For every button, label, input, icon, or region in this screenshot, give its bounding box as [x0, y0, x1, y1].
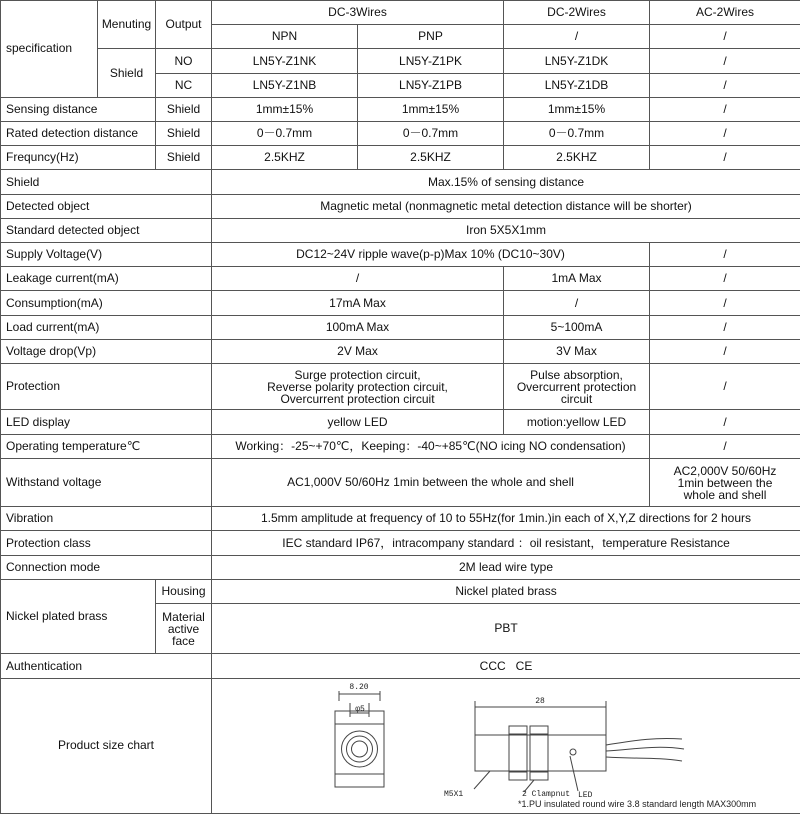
supply-voltage-ac2: /: [650, 243, 800, 267]
load-current-dc2: 5~100mA: [504, 315, 650, 339]
consumption-dc2: /: [504, 291, 650, 315]
consumption-row: [1, 291, 800, 315]
detected-object-row: [1, 194, 800, 218]
voltage-drop-label: Voltage drop(Vp): [1, 339, 212, 363]
frequency-row: [1, 146, 800, 170]
frequency-label: Frequncy(Hz): [1, 146, 156, 170]
connection-mode-label: Connection mode: [1, 555, 212, 579]
housing-label: Housing: [156, 579, 212, 603]
size-chart-label: Product size chart: [1, 678, 212, 813]
sensing-distance-ac2: /: [650, 97, 800, 121]
shield-value: Max.15% of sensing distance: [212, 170, 800, 194]
model-nc-pnp: LN5Y-Z1PB: [358, 73, 504, 97]
protection-class-row: [1, 531, 800, 555]
protection-row: [1, 364, 800, 410]
pnp-header: PNP: [358, 25, 504, 49]
authentication-value: CCC CE: [212, 654, 800, 678]
connection-mode-value: 2M lead wire type: [212, 555, 800, 579]
standard-object-row: [1, 218, 800, 242]
operating-temp-label: Operating temperature℃: [1, 434, 212, 458]
rated-detection-row: [1, 122, 800, 146]
standard-object-value: Iron 5X5X1mm: [212, 218, 800, 242]
rated-detection-shield: Shield: [156, 122, 212, 146]
protection-dc3: [212, 364, 504, 410]
protection-dc2-line: circuit: [560, 391, 593, 406]
protection-ac2: /: [650, 364, 800, 410]
hex-width-label: 8.20: [349, 682, 369, 692]
leakage-current-label: Leakage current(mA): [1, 267, 212, 291]
load-current-label: Load current(mA): [1, 315, 212, 339]
specification-label: specification: [1, 1, 98, 98]
sensing-distance-row: [1, 97, 800, 121]
shield-row-label: Shield: [1, 170, 212, 194]
voltage-drop-dc2: 3V Max: [504, 339, 650, 363]
led-display-ac2: /: [650, 410, 800, 434]
load-current-row: [1, 315, 800, 339]
length-label: 28: [535, 696, 545, 706]
supply-voltage-dc: DC12~24V ripple wave(p-p)Max 10% (DC10~30V): [212, 243, 650, 267]
material-housing-row: [1, 579, 800, 603]
led-display-dc2: motion:yellow LED: [504, 410, 650, 434]
withstand-voltage-ac2-line: AC2,000V 50/60Hz: [673, 463, 777, 478]
frequency-npn: 2.5KHZ: [212, 146, 358, 170]
supply-voltage-row: [1, 243, 800, 267]
wire-note: *1.PU insulated round wire 3.8 standard length MAX300mm: [518, 798, 757, 809]
housing-value: Nickel plated brass: [212, 579, 800, 603]
active-face-value: PBT: [212, 604, 800, 654]
active-face-label-line: Material: [162, 609, 205, 624]
shield-row: [1, 170, 800, 194]
size-chart-row: [1, 678, 800, 813]
clampnut-label: 2 Clampnut: [522, 789, 571, 799]
withstand-voltage-dc: AC1,000V 50/60Hz 1min between the whole and shell: [212, 458, 650, 506]
protection-dc2-line: Pulse absorption,: [530, 367, 623, 382]
voltage-drop-dc3: 2V Max: [212, 339, 504, 363]
connection-mode-row: [1, 555, 800, 579]
menuting-label: Menuting: [98, 1, 156, 49]
protection-dc2: [504, 364, 650, 410]
dc2-type-cell: /: [504, 25, 650, 49]
detected-object-label: Detected object: [1, 194, 212, 218]
sensing-distance-dc2: 1mm±15%: [504, 97, 650, 121]
dc2-wires-header: DC-2Wires: [504, 1, 650, 25]
active-face-label-line: active: [167, 621, 200, 636]
rated-detection-npn: 0－0.7mm: [212, 122, 358, 146]
detected-object-value: Magnetic metal (nonmagnetic metal detection distance will be shorter): [212, 194, 800, 218]
withstand-voltage-ac2-line: 1min between the: [677, 475, 773, 490]
model-nc-npn: LN5Y-Z1NB: [212, 73, 358, 97]
leakage-current-ac2: /: [650, 267, 800, 291]
sensing-distance-label: Sensing distance: [1, 97, 156, 121]
consumption-dc3: 17mA Max: [212, 291, 504, 315]
leakage-current-dc2: 1mA Max: [504, 267, 650, 291]
npn-header: NPN: [212, 25, 358, 49]
frequency-pnp: 2.5KHZ: [358, 146, 504, 170]
protection-dc3-line: Reverse polarity protection circuit,: [267, 379, 448, 394]
authentication-label: Authentication: [1, 654, 212, 678]
product-size-drawing: [212, 679, 799, 809]
material-label: Nickel plated brass: [1, 579, 156, 654]
sensing-distance-shield: Shield: [156, 97, 212, 121]
led-label: LED: [578, 790, 593, 800]
rated-detection-pnp: 0－0.7mm: [358, 122, 504, 146]
model-no-dc2: LN5Y-Z1DK: [504, 49, 650, 73]
standard-object-label: Standard detected object: [1, 218, 212, 242]
no-label: NO: [156, 49, 212, 73]
voltage-drop-ac2: /: [650, 339, 800, 363]
consumption-label: Consumption(mA): [1, 291, 212, 315]
led-display-dc3: yellow LED: [212, 410, 504, 434]
led-display-row: [1, 410, 800, 434]
load-current-dc3: 100mA Max: [212, 315, 504, 339]
size-chart-drawing-cell: [212, 678, 800, 813]
leakage-current-dc3: /: [212, 267, 504, 291]
active-face-label-line: face: [172, 633, 195, 648]
load-current-ac2: /: [650, 315, 800, 339]
operating-temp-row: [1, 434, 800, 458]
vibration-label: Vibration: [1, 507, 212, 531]
withstand-voltage-ac2-line: whole and shell: [683, 487, 767, 502]
model-no-npn: LN5Y-Z1NK: [212, 49, 358, 73]
thread-label: M5X1: [444, 789, 464, 799]
operating-temp-ac2: /: [650, 434, 800, 458]
protection-dc2-line: Overcurrent protection: [516, 379, 637, 394]
ac2-wires-header: AC-2Wires: [650, 1, 800, 25]
rated-detection-label: Rated detection distance: [1, 122, 156, 146]
supply-voltage-label: Supply Voltage(V): [1, 243, 212, 267]
model-nc-ac2: /: [650, 73, 800, 97]
protection-class-label: Protection class: [1, 531, 212, 555]
nc-label: NC: [156, 73, 212, 97]
consumption-ac2: /: [650, 291, 800, 315]
frequency-dc2: 2.5KHZ: [504, 146, 650, 170]
model-no-ac2: /: [650, 49, 800, 73]
leakage-current-row: [1, 267, 800, 291]
shield-label: Shield: [98, 49, 156, 97]
output-label: Output: [156, 1, 212, 49]
dc3-wires-header: DC-3Wires: [212, 1, 504, 25]
protection-dc3-line: Surge protection circuit,: [294, 367, 421, 382]
sensing-distance-pnp: 1mm±15%: [358, 97, 504, 121]
withstand-voltage-ac2: [650, 458, 800, 506]
sensor-side-view: [474, 701, 684, 792]
model-no-pnp: LN5Y-Z1PK: [358, 49, 504, 73]
withstand-voltage-row: [1, 458, 800, 506]
voltage-drop-row: [1, 339, 800, 363]
rated-detection-ac2: /: [650, 122, 800, 146]
authentication-row: [1, 654, 800, 678]
vibration-row: [1, 507, 800, 531]
ac2-type-cell: /: [650, 25, 800, 49]
vibration-value: 1.5mm amplitude at frequency of 10 to 55Hz(for 1min.)in each of X,Y,Z directions for 2 hours: [212, 507, 800, 531]
model-nc-dc2: LN5Y-Z1DB: [504, 73, 650, 97]
model-row-no: [1, 49, 800, 73]
active-face-label: [156, 604, 212, 654]
operating-temp-dc: Working：-25~+70℃，Keeping：-40~+85℃(NO icing NO condensation): [212, 434, 650, 458]
protection-label: Protection: [1, 364, 212, 410]
protection-class-value: IEC standard IP67，intracompany standard ：oil resistant，temperature Resistance: [212, 531, 800, 555]
led-display-label: LED display: [1, 410, 212, 434]
header-row-wires: [1, 1, 800, 25]
inner-diameter-label: φ5: [355, 704, 365, 714]
rated-detection-dc2: 0－0.7mm: [504, 122, 650, 146]
frequency-shield: Shield: [156, 146, 212, 170]
frequency-ac2: /: [650, 146, 800, 170]
withstand-voltage-label: Withstand voltage: [1, 458, 212, 506]
sensing-distance-npn: 1mm±15%: [212, 97, 358, 121]
protection-dc3-line: Overcurrent protection circuit: [280, 391, 435, 406]
